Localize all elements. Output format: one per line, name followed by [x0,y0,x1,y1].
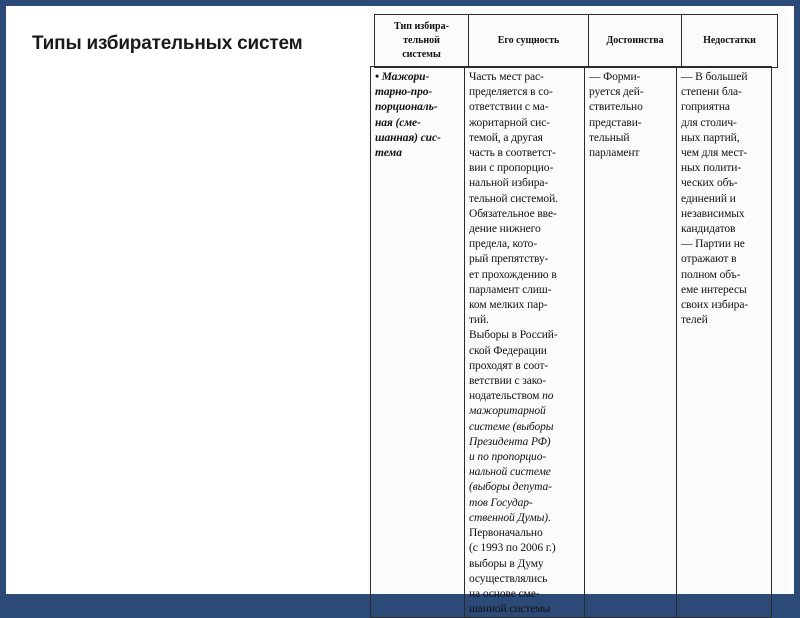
essence-line: Президента РФ) [469,435,551,448]
disadvantages-line: единений и [681,192,736,205]
advantages-line: тельный [589,131,630,144]
header-advantages: Достоинства [589,15,682,68]
essence-line: вии с пропорцио- [469,162,554,175]
type-line: тарно-про- [375,86,433,99]
disadvantages-line: — В большей [681,71,748,83]
essence-line: выборы в Думу [469,557,544,570]
essence-line: проходят в соот- [469,359,549,372]
advantages-line: парламент [589,147,640,160]
essence-line: жоритарной сис- [469,116,550,129]
scanned-table-image [368,6,788,616]
disadvantages-line: своих избира- [681,299,749,312]
header-disadvantages: Недостатки [682,15,778,68]
essence-line: Обязательное вве- [469,207,557,220]
advantages-line: ствительно [589,101,643,114]
disadvantages-line: чем для мест- [681,147,748,160]
disadvantages-line: гоприятна [681,101,730,114]
disadvantages-line: ческих объ- [681,177,738,190]
disadvantages-line: телей [681,314,708,327]
header-type-line: системы [402,49,441,60]
essence-line: ветствии с зако- [469,375,546,388]
advantages-line: представи- [589,116,642,129]
disadvantages-line: отражают в [681,253,737,266]
header-type-line: Тип избира- [394,21,449,32]
cell-disadvantages [677,67,772,618]
essence-line: ственной Думы). [469,511,551,524]
type-line: порциональ- [375,101,438,114]
type-line: • Мажори- [375,71,430,83]
essence-line: на основе сме- [469,587,540,600]
essence-line: шанной системы [469,603,551,616]
disadvantages-line: — Партии не [681,238,745,251]
cell-type [371,67,465,618]
disadvantages-line: независимых [681,207,745,220]
type-line: ная (сме- [375,116,421,129]
essence-line: и по пропорцио- [469,451,547,464]
table-row [371,67,772,618]
essence-line: нальной избира- [469,177,549,190]
table-body [370,66,772,618]
essence-line: осуществлялись [469,572,548,585]
essence-line: парламент слиш- [469,283,552,296]
essence-line: темой, а другая [469,131,543,144]
disadvantages-line: еме интересы [681,283,747,296]
essence-line: нодательством по [469,390,554,403]
disadvantages-line: для столич- [681,116,737,129]
disadvantages-line: ных партий, [681,131,740,144]
header-type-line: тельной [403,35,440,46]
advantages-line: руется дей- [589,86,644,99]
essence-line: рый препятству- [469,253,549,266]
type-line: тема [375,147,402,160]
slide-title: Типы избирательных систем [32,33,303,54]
disadvantages-line: полном объ- [681,268,741,281]
essence-line: (выборы депута- [469,481,552,494]
disadvantages-line: степени бла- [681,86,742,99]
disadvantages-line: кандидатов [681,223,736,236]
essence-line: нальной системе [469,466,551,479]
cell-advantages [585,67,677,618]
cell-essence [465,67,585,618]
essence-line: Часть мест рас- [469,71,544,83]
essence-line: ской Федерации [469,344,547,357]
essence-line: мажоритарной [469,405,546,418]
essence-line: ком мелких пар- [469,299,548,312]
essence-line: пределяется в со- [469,86,553,99]
type-line: шанная) сис- [375,131,441,144]
slide [6,6,794,616]
disadvantages-line: ных полити- [681,162,742,175]
essence-line: ет прохождению в [469,268,557,281]
essence-line: тий. [469,314,489,327]
essence-line: (с 1993 по 2006 г.) [469,542,556,555]
essence-line: Первоначально [469,527,543,540]
advantages-line: — Форми- [589,71,641,83]
essence-line: тельной системой. [469,192,558,205]
header-type [375,15,469,68]
essence-line: ответствии с ма- [469,101,549,114]
essence-line: Выборы в Россий- [469,329,558,342]
header-row [375,15,778,68]
essence-line: системе (выборы [469,420,554,433]
essence-line: часть в соответст- [469,147,556,160]
essence-line: тов Государ- [469,496,533,509]
header-essence: Его сущность [469,15,589,68]
essence-line: дение нижнего [469,223,541,236]
essence-line: предела, кото- [469,238,538,251]
table-header [374,14,778,68]
